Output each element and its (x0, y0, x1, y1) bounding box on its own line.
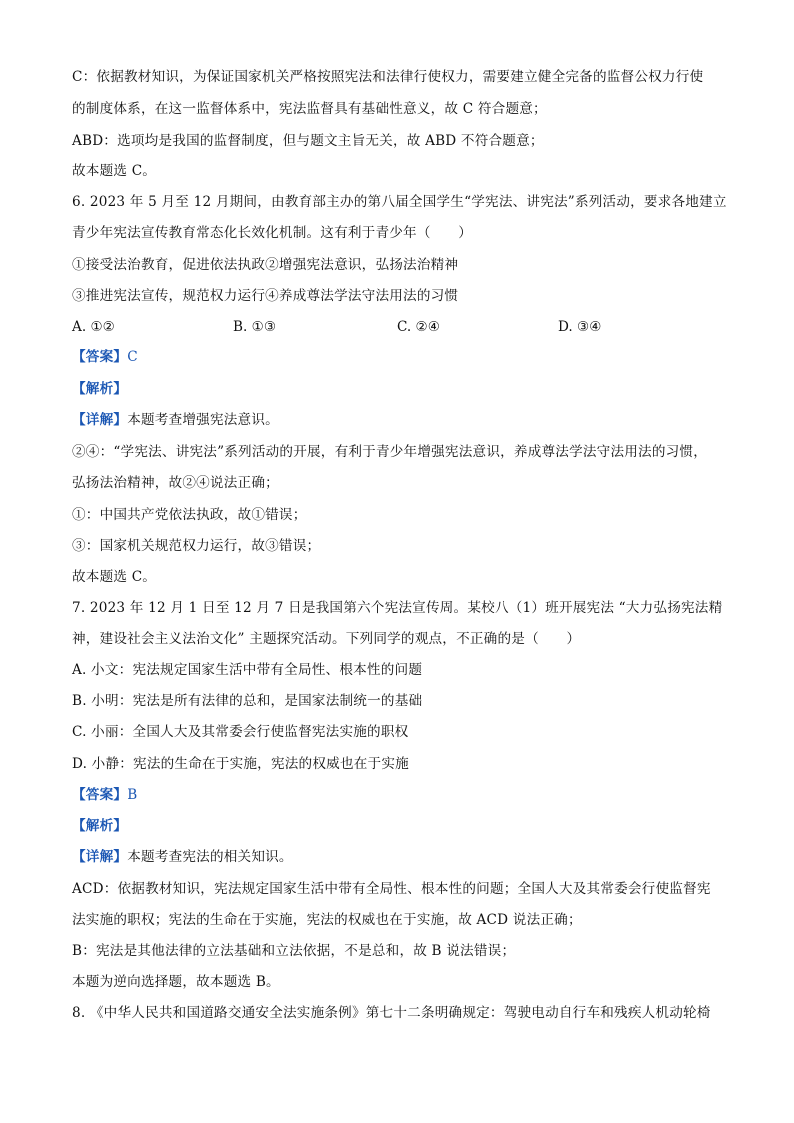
q7-stem-line-2: 神，建设社会主义法治文化” 主题探究活动。下列同学的观点，不正确的是（ ） (72, 631, 581, 647)
analysis-tag: 【解析】 (72, 818, 128, 834)
q7-option-b: B. 小明：宪法是所有法律的总和，是国家法制统一的基础 (72, 693, 423, 709)
q7-explanation-line-1: ACD：依据教材知识，宪法规定国家生活中带有全局性、根本性的问题；全国人大及其常委会行使监督宪 (72, 881, 711, 897)
q7-option-d: D. 小静：宪法的生命在于实施，宪法的权威也在于实施 (72, 756, 409, 772)
answer-value: B (127, 787, 138, 803)
q6-item-line-2: ③推进宪法宣传，规范权力运行④养成尊法学法守法用法的习惯 (72, 288, 459, 304)
q6-option-b: B. ①③ (233, 319, 277, 335)
answer-value: C (127, 349, 138, 365)
q7-detail (72, 848, 732, 866)
detail-tag: 【详解】 (72, 412, 128, 428)
q6-stem-line-1: 6. 2023 年 5 月至 12 月期间，由教育部主办的第八届全国学生“学宪法、讲宪法”系列活动，要求各地建立 (72, 194, 727, 210)
answer-tag: 【答案】 (72, 349, 128, 365)
q7-explanation-line-2: 法实施的职权；宪法的生命在于实施，宪法的权威也在于实施，故 ACD 说法正确； (72, 912, 582, 928)
detail-text: 本题考查宪法的相关知识。 (127, 849, 293, 865)
q8-stem-line-1: 8. 《中华人民共和国道路交通安全法实施条例》第七十二条明确规定：驾驶电动自行车和残疾人机动轮椅 (72, 1005, 711, 1021)
q5-explanation-line-1: C：依据教材知识，为保证国家机关严格按照宪法和法律行使权力，需要建立健全完备的监督公权力行使 (72, 69, 704, 85)
q7-conclusion: 本题为逆向选择题，故本题选 B。 (72, 974, 280, 990)
q6-explanation-line-4: ③：国家机关规范权力运行，故③错误； (72, 538, 321, 554)
q7-answer (72, 786, 732, 804)
q6-detail (72, 411, 732, 429)
detail-tag: 【详解】 (72, 849, 128, 865)
analysis-tag: 【解析】 (72, 381, 128, 397)
q6-option-c: C. ②④ (397, 319, 440, 335)
q7-stem-line-1: 7. 2023 年 12 月 1 日至 12 月 7 日是我国第六个宪法宣传周。某校八（1）班开展宪法 “大力弘扬宪法精 (72, 600, 723, 616)
q6-answer (72, 348, 732, 366)
q6-option-a: A. ①② (72, 319, 115, 335)
answer-tag: 【答案】 (72, 787, 128, 803)
q6-analysis-heading (72, 380, 732, 398)
q7-explanation-line-3: B：宪法是其他法律的立法基础和立法依据，不是总和，故 B 说法错误； (72, 943, 516, 959)
q6-explanation-line-2: 弘扬法治精神，故②④说法正确； (72, 475, 279, 491)
q5-explanation-line-2: 的制度体系，在这一监督体系中，宪法监督具有基础性意义，故 C 符合题意； (72, 101, 547, 117)
q7-option-c: C. 小丽：全国人大及其常委会行使监督宪法实施的职权 (72, 724, 409, 740)
detail-text: 本题考查增强宪法意识。 (127, 412, 279, 428)
q6-stem-line-2: 青少年宪法宣传教育常态化长效化机制。这有利于青少年（ ） (72, 225, 473, 241)
q5-conclusion: 故本题选 C。 (72, 163, 157, 179)
q6-option-d: D. ③④ (558, 319, 602, 335)
q6-explanation-line-1: ②④：“学宪法、讲宪法”系列活动的开展，有利于青少年增强宪法意识，养成尊法学法守法用法的习惯， (72, 444, 708, 460)
q6-conclusion: 故本题选 C。 (72, 569, 157, 585)
q6-explanation-line-3: ①：中国共产党依法执政，故①错误； (72, 507, 307, 523)
q7-analysis-heading (72, 817, 732, 835)
q7-option-a: A. 小文：宪法规定国家生活中带有全局性、根本性的问题 (72, 662, 423, 678)
q5-explanation-line-3: ABD：选项均是我国的监督制度，但与题文主旨无关，故 ABD 不符合题意； (72, 133, 544, 149)
q6-item-line-1: ①接受法治教育，促进依法执政②增强宪法意识，弘扬法治精神 (72, 257, 459, 273)
